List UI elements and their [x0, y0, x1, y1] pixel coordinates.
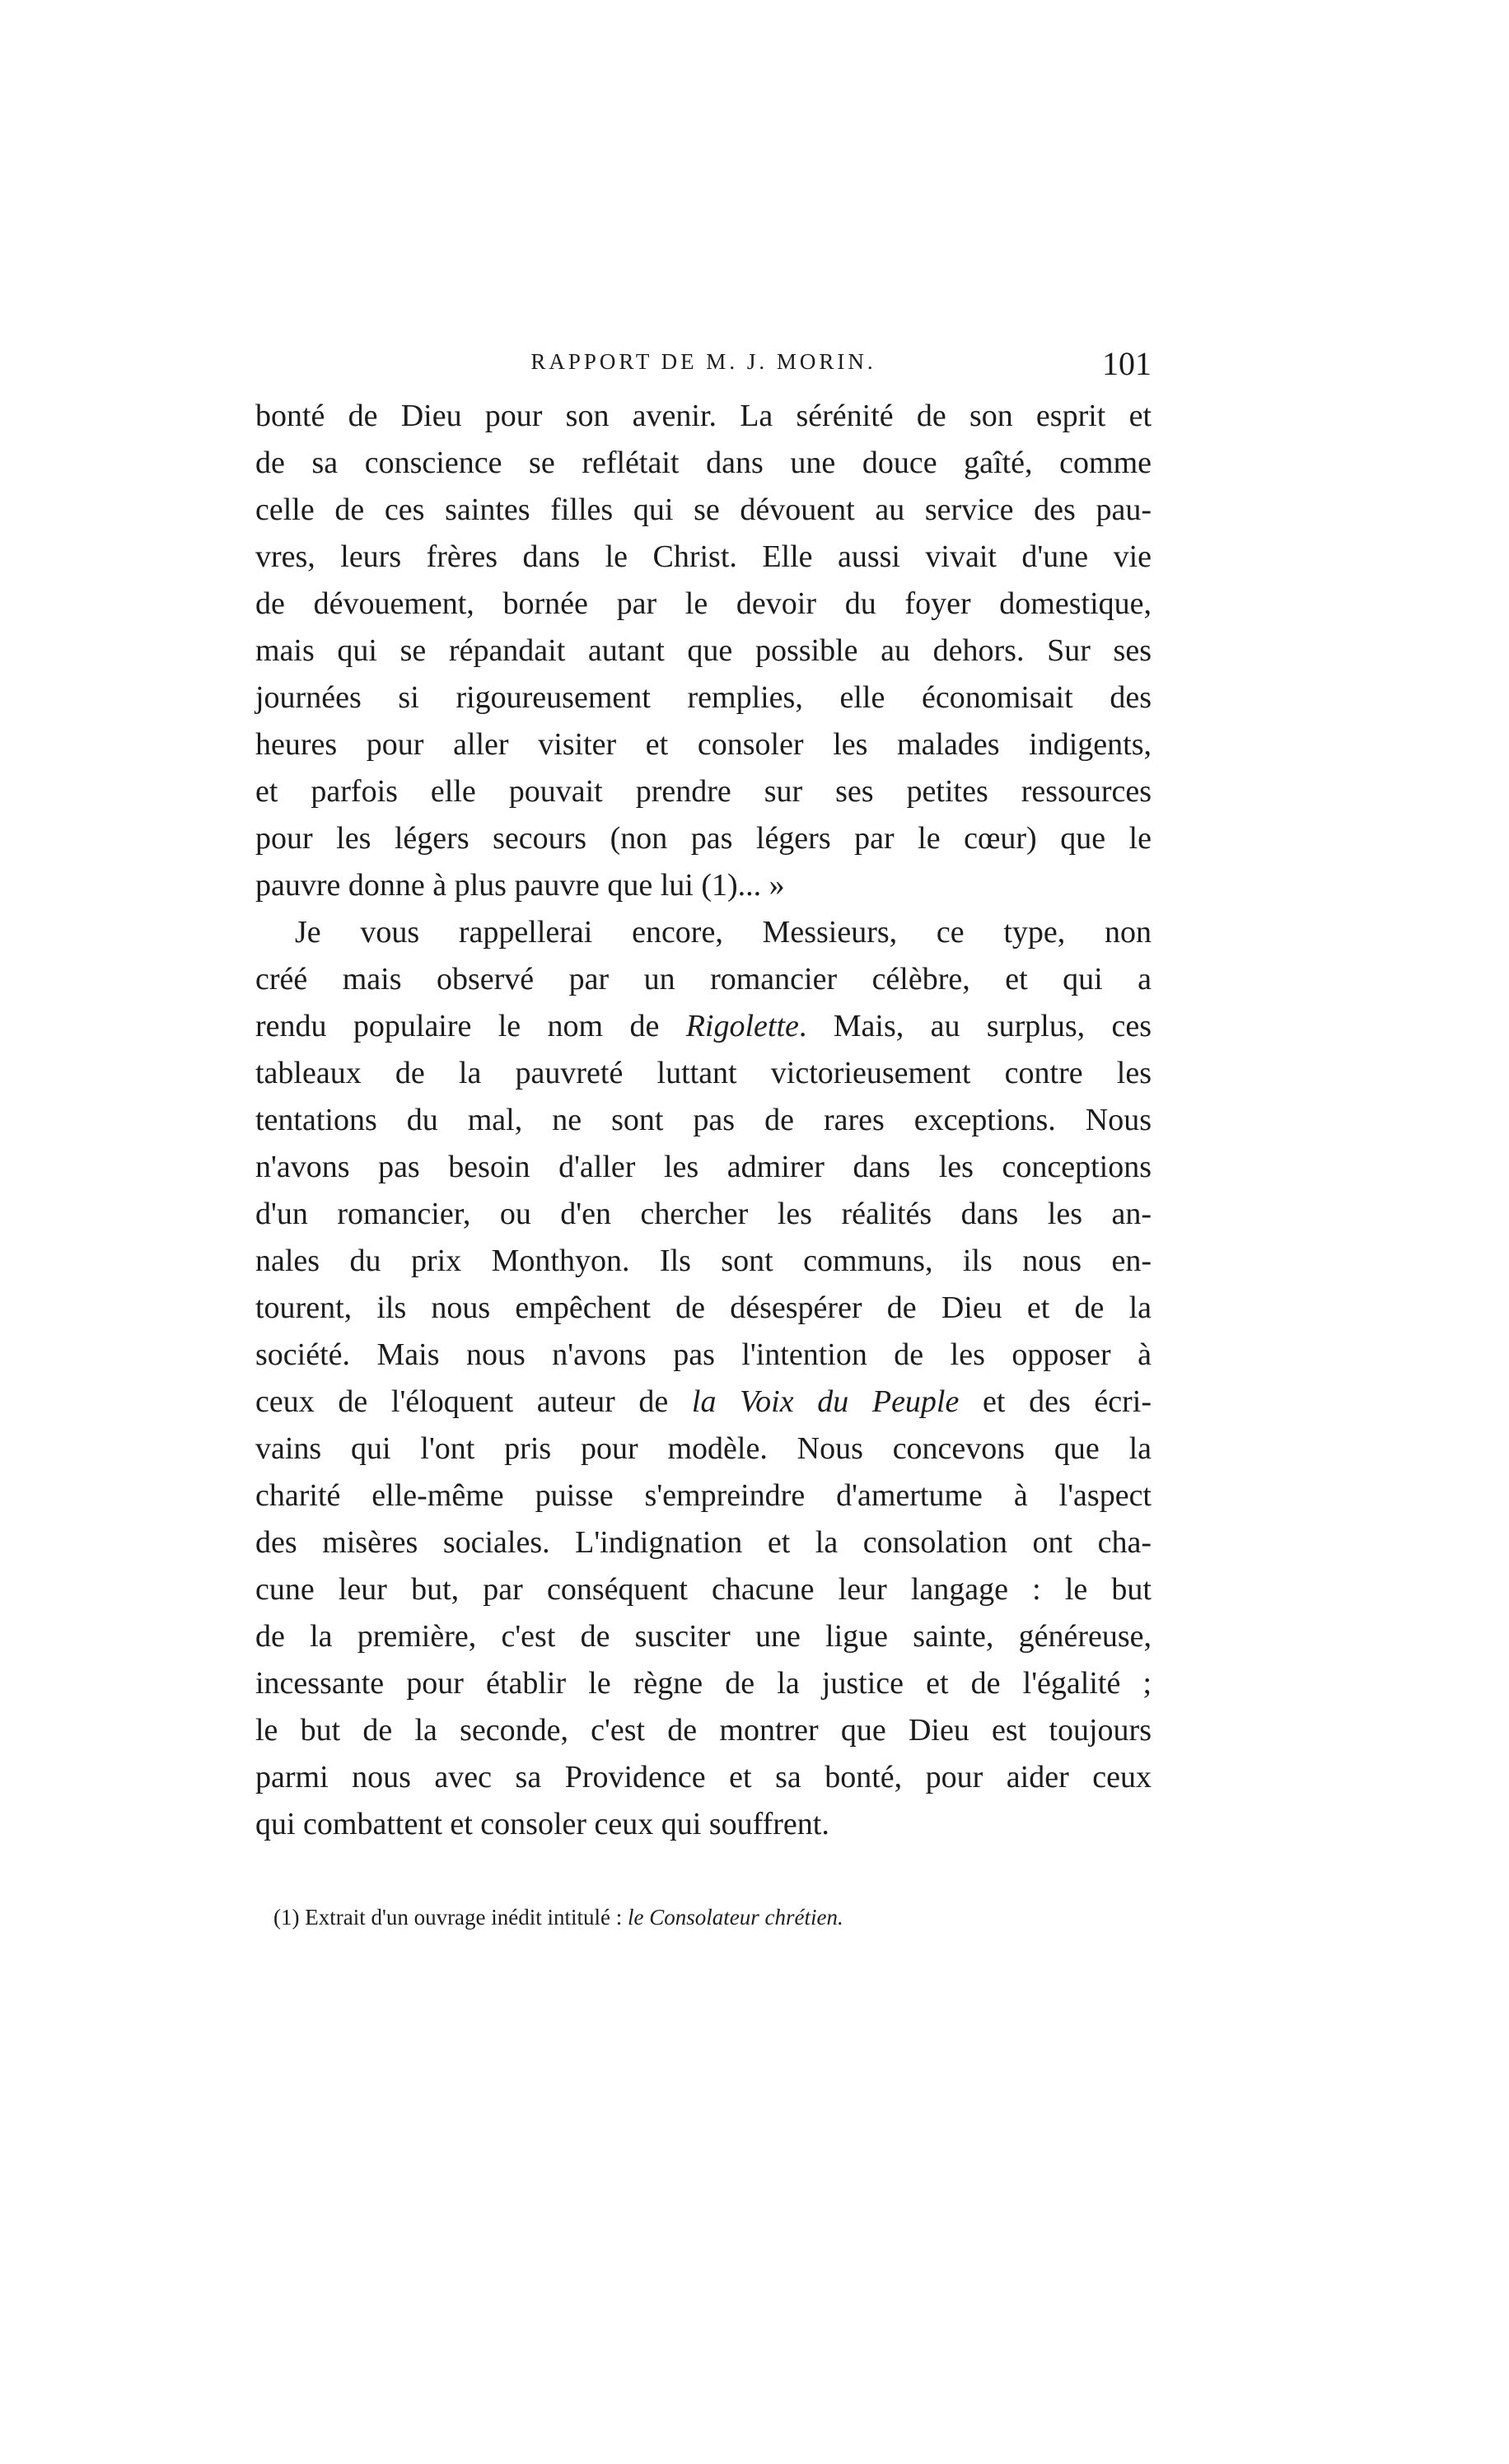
text-line: incessante pour établir le règne de la justice et de l'égalité ;	[255, 1666, 1152, 1701]
text-line: pour les légers secours (non pas légers par le cœur) que le	[255, 821, 1152, 856]
text-line: vains qui l'ont pris pour modèle. Nous concevons que la	[255, 1431, 1152, 1466]
line-start: rendu populaire le nom de	[255, 1009, 660, 1043]
text-line: créé mais observé par un romancier célèbre, et qui a	[255, 962, 1152, 996]
text-line-rigolette	[255, 1003, 1152, 1050]
text-line: parmi nous avec sa Providence et sa bonté, pour aider ceux	[255, 1760, 1152, 1794]
text-line: vres, leurs frères dans le Christ. Elle aussi vivait d'une vie	[255, 539, 1152, 574]
footnote-title: le Consolateur chrétien.	[628, 1905, 843, 1930]
italic-title-rigolette: Rigolette	[685, 1009, 799, 1043]
text-line: Je vous rappellerai encore, Messieurs, ce type, non	[295, 915, 1152, 950]
text-line: d'un romancier, ou d'en chercher les réalités dans les an-	[255, 1197, 1152, 1231]
text-line: heures pour aller visiter et consoler les malades indigents,	[255, 727, 1152, 762]
text-line-voix-du-peuple	[255, 1379, 1152, 1426]
text-line: le but de la seconde, c'est de montrer que Dieu est toujours	[255, 1713, 1152, 1748]
text-line: tourent, ils nous empêchent de désespérer de Dieu et de la	[255, 1290, 1152, 1325]
text-line: de la première, c'est de susciter une ligue sainte, généreuse,	[255, 1619, 1152, 1654]
text-line: pauvre donne à plus pauvre que lui (1)... »	[255, 868, 785, 903]
footnote	[273, 1901, 1138, 1934]
text-line: qui combattent et consoler ceux qui souffrent.	[255, 1807, 829, 1841]
footnote-text: (1) Extrait d'un ouvrage inédit intitulé :	[273, 1905, 628, 1930]
line-end: et des écri-	[959, 1384, 1152, 1419]
body-text	[255, 393, 1152, 1848]
text-line: tableaux de la pauvreté luttant victorieusement contre les	[255, 1056, 1152, 1090]
text-line: tentations du mal, ne sont pas de rares exceptions. Nous	[255, 1103, 1152, 1137]
text-line: n'avons pas besoin d'aller les admirer dans les conceptions	[255, 1150, 1152, 1184]
running-head	[255, 344, 1152, 385]
text-line: société. Mais nous n'avons pas l'intention de les opposer à	[255, 1337, 1152, 1372]
text-line: de dévouement, bornée par le devoir du foyer domestique,	[255, 586, 1152, 621]
text-line: cune leur but, par conséquent chacune leur langage : le but	[255, 1572, 1152, 1607]
text-line: de sa conscience se reflétait dans une douce gaîté, comme	[255, 446, 1152, 480]
text-line: charité elle-même puisse s'empreindre d'amertume à l'aspect	[255, 1478, 1152, 1513]
text-line: bonté de Dieu pour son avenir. La sérénité de son esprit et	[255, 399, 1152, 433]
text-line: journées si rigoureusement remplies, elle économisait des	[255, 680, 1152, 715]
page-number: 101	[1102, 345, 1152, 382]
text-line: des misères sociales. L'indignation et la consolation ont cha-	[255, 1525, 1152, 1560]
line-start: ceux de l'éloquent auteur de	[255, 1384, 669, 1419]
text-line: celle de ces saintes filles qui se dévouent au service des pau-	[255, 492, 1152, 527]
running-title: RAPPORT DE M. J. MORIN.	[530, 349, 876, 374]
text-line: mais qui se répandait autant que possible au dehors. Sur ses	[255, 633, 1152, 668]
text-line: nales du prix Monthyon. Ils sont communs, ils nous en-	[255, 1244, 1152, 1278]
line-end: . Mais, au surplus, ces	[798, 1009, 1152, 1043]
text-line: et parfois elle pouvait prendre sur ses petites ressources	[255, 774, 1152, 809]
italic-title-voix-du-peuple: la Voix du Peuple	[691, 1384, 960, 1419]
